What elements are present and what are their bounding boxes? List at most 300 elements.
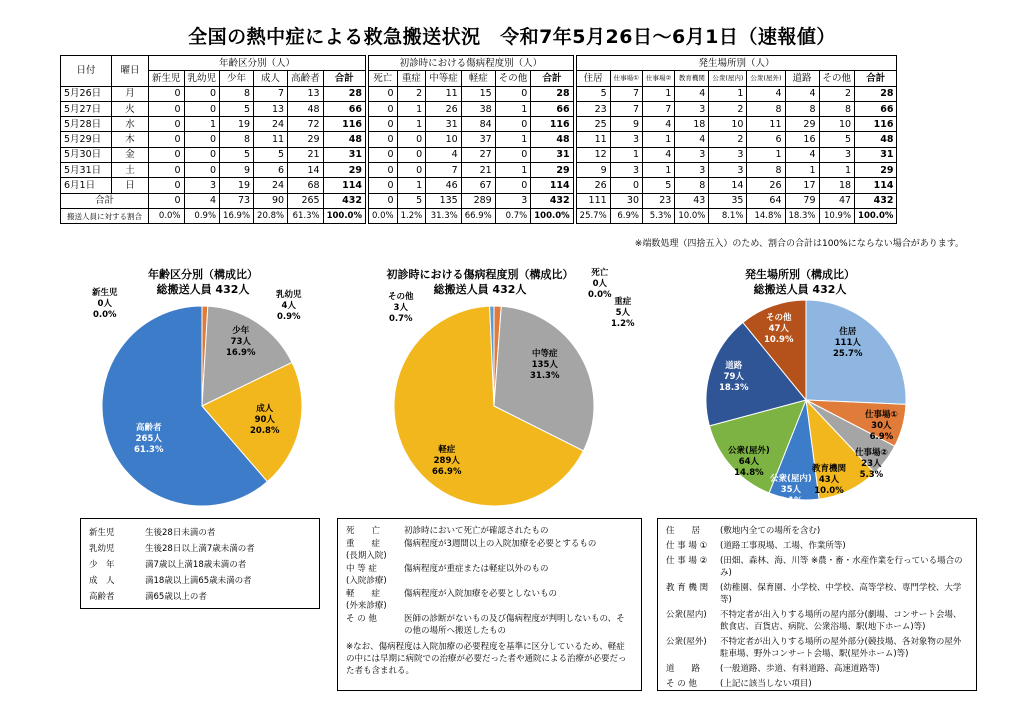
table-cell: 0 (149, 86, 185, 101)
table-row (61, 163, 897, 178)
table-cell: 0 (368, 101, 397, 116)
legend-row (89, 541, 311, 557)
col-header: 教育機関 (675, 71, 709, 86)
label-death: 死亡 0人 0.0% (588, 268, 612, 300)
table-cell: 3 (819, 147, 855, 162)
rounding-note: ※端数処理（四捨五入）のため、割合の合計は100%にならない場合があります。 (634, 239, 964, 249)
table-cell: 8 (747, 163, 785, 178)
table-row (61, 178, 897, 193)
table-cell: 6.9% (610, 208, 642, 223)
table-cell: 1 (785, 163, 819, 178)
table-cell: 8 (747, 101, 785, 116)
table-cell: 4 (785, 86, 819, 101)
col-header: 合計 (855, 71, 897, 86)
row-label: 合計 (61, 193, 149, 208)
row-date: 5月29日 (61, 132, 112, 147)
legend-term: 仕 事 場 ① (666, 541, 708, 551)
legend-term: 住 居 (666, 526, 701, 536)
severity-chart-subtitle: 総搬送人員 432人 (433, 283, 527, 296)
label-place-other: その他 47人 10.9% (764, 313, 794, 345)
legend-row (666, 540, 968, 552)
table-cell: 1 (495, 163, 531, 178)
severity-pie-chart (392, 304, 596, 508)
table-cell: 111 (576, 193, 610, 208)
label-mild: 軽症 289人 66.9% (432, 445, 462, 477)
table-cell: 25 (576, 117, 610, 132)
table-cell: 9 (576, 163, 610, 178)
table-cell: 8 (675, 178, 709, 193)
col-header: 公衆(屋外) (747, 71, 785, 86)
col-header: 成人 (254, 71, 288, 86)
table-cell: 29 (855, 163, 897, 178)
col-header: 軽症 (461, 71, 495, 86)
table-cell: 66.9% (461, 208, 495, 223)
col-header: 新生児 (149, 71, 185, 86)
table-cell: 19 (220, 178, 254, 193)
table-cell: 1 (610, 147, 642, 162)
table-cell: 29 (288, 132, 324, 147)
table-cell: 47 (819, 193, 855, 208)
table-row (61, 193, 897, 208)
legend-row (346, 613, 633, 637)
table-cell: 265 (288, 193, 324, 208)
label-severe: 重症 5人 1.2% (611, 297, 635, 329)
table-cell: 1 (397, 178, 426, 193)
label-public-outdoor: 公衆(屋外) 64人 14.8% (728, 446, 770, 478)
table-cell: 4 (643, 117, 675, 132)
table-cell: 23 (576, 101, 610, 116)
table-cell: 28 (531, 86, 573, 101)
table-cell: 1 (643, 163, 675, 178)
table-cell: 10.0% (675, 208, 709, 223)
table-cell: 3 (675, 163, 709, 178)
table-cell: 48 (531, 132, 573, 147)
col-header: 仕事場② (643, 71, 675, 86)
severity-note: ※なお、傷病程度は入院加療の必要程度を基準に区分しているため、軽症の中には早期に病院での治療が必要だった者や通院による治療が必要だった者も含まれる。 (346, 642, 627, 676)
label-sev-other: その他 3人 0.7% (388, 292, 414, 324)
col-header: その他 (495, 71, 531, 86)
legend-definition: 満18歳以上満65歳未満の者 (145, 576, 252, 586)
label-road: 道路 79人 18.3% (719, 361, 749, 393)
row-date: 5月27日 (61, 101, 112, 116)
table-cell: 432 (323, 193, 365, 208)
table-row (61, 132, 897, 147)
table-cell: 19 (220, 117, 254, 132)
table-cell: 0 (368, 117, 397, 132)
age-chart-subtitle: 総搬送人員 432人 (156, 283, 250, 296)
table-cell: 37 (461, 132, 495, 147)
table-cell: 114 (855, 178, 897, 193)
table-cell: 17 (785, 178, 819, 193)
table-cell: 0 (368, 193, 397, 208)
table-cell: 0.0% (368, 208, 397, 223)
row-date: 5月31日 (61, 163, 112, 178)
table-cell: 4 (426, 147, 462, 162)
legend-term: そ の 他 (666, 679, 697, 689)
col-header: 合計 (323, 71, 365, 86)
table-cell: 14 (709, 178, 747, 193)
col-header: 道路 (785, 71, 819, 86)
table-row (61, 117, 897, 132)
table-cell: 8 (785, 101, 819, 116)
legend-row (89, 573, 311, 589)
legend-row (89, 525, 311, 541)
place-chart-title (700, 267, 900, 297)
legend-term: 死 亡 (346, 526, 381, 536)
table-cell: 0 (495, 147, 531, 162)
table-cell: 10.9% (819, 208, 855, 223)
legend-term: そ の 他 (346, 614, 377, 624)
table-cell: 2 (709, 101, 747, 116)
group-severity-header: 初診時における傷病程度別（人） (368, 56, 573, 71)
legend-row (89, 557, 311, 573)
table-cell: 46 (426, 178, 462, 193)
table-cell: 3 (495, 193, 531, 208)
table-cell: 4 (643, 147, 675, 162)
col-header: 死亡 (368, 71, 397, 86)
table-cell: 7 (610, 86, 642, 101)
table-cell: 0 (149, 193, 185, 208)
legend-definition: 不特定者が出入りする場所の屋内部分(劇場、コンサート会場、飲食店、百貨店、病院、公衆浴場、駅(地下ホーム)等) (720, 610, 962, 632)
table-cell: 31 (426, 117, 462, 132)
table-cell: 0 (368, 163, 397, 178)
table-cell: 114 (323, 178, 365, 193)
table-cell: 0.7% (495, 208, 531, 223)
col-header: 合計 (531, 71, 573, 86)
summary-table (60, 55, 897, 224)
table-cell: 100.0% (855, 208, 897, 223)
table-cell: 2 (819, 86, 855, 101)
legend-definition: 傷病程度が重症または軽症以外のもの (404, 564, 549, 574)
table-cell: 5 (819, 132, 855, 147)
table-cell: 0 (149, 163, 185, 178)
table-cell: 0 (184, 163, 220, 178)
table-cell: 7 (254, 86, 288, 101)
table-cell: 14 (288, 163, 324, 178)
legend-definition: 満7歳以上満18歳未満の者 (145, 560, 247, 570)
col-header: 仕事場① (610, 71, 642, 86)
table-cell: 18.3% (785, 208, 819, 223)
age-chart-title-text: 年齢区分別（構成比） (148, 268, 258, 281)
label-work1: 仕事場① 30人 6.9% (865, 410, 898, 442)
table-cell: 66 (323, 101, 365, 116)
table-cell: 43 (675, 193, 709, 208)
table-cell: 64 (747, 193, 785, 208)
legend-row (666, 582, 968, 606)
table-row (61, 147, 897, 162)
row-day: 月 (112, 86, 149, 101)
table-cell: 116 (531, 117, 573, 132)
severity-legend-box (337, 518, 642, 691)
legend-row (346, 538, 633, 562)
col-header: 公衆(屋内) (709, 71, 747, 86)
table-cell: 1 (495, 101, 531, 116)
row-day: 火 (112, 101, 149, 116)
table-cell: 10 (819, 117, 855, 132)
table-cell: 2 (397, 86, 426, 101)
group-age-header: 年齢区分別（人） (149, 56, 366, 71)
table-cell: 11 (254, 132, 288, 147)
table-cell: 6 (254, 163, 288, 178)
label-adult: 成人 90人 20.8% (250, 404, 280, 436)
legend-definition: 満65歳以上の者 (145, 592, 207, 602)
table-cell: 18 (675, 117, 709, 132)
table-cell: 26 (576, 178, 610, 193)
table-cell: 1 (819, 163, 855, 178)
table-cell: 3 (184, 178, 220, 193)
table-cell: 8 (220, 132, 254, 147)
table-cell: 116 (855, 117, 897, 132)
table-cell: 48 (288, 101, 324, 116)
table-cell: 35 (709, 193, 747, 208)
table-cell: 29 (531, 163, 573, 178)
table-cell: 4 (675, 132, 709, 147)
table-cell: 29 (323, 163, 365, 178)
label-work2: 仕事場② 23人 5.3% (855, 448, 888, 480)
row-day: 木 (112, 132, 149, 147)
label-newborn: 新生児 0人 0.0% (92, 288, 118, 320)
table-cell: 79 (785, 193, 819, 208)
legend-term: 教 育 機 関 (666, 583, 709, 593)
table-cell: 7 (610, 101, 642, 116)
table-cell: 31 (855, 147, 897, 162)
place-legend-box (657, 518, 977, 691)
label-youth: 少年 73人 16.9% (226, 326, 256, 358)
table-cell: 7 (643, 101, 675, 116)
table-cell: 16 (785, 132, 819, 147)
table-cell: 27 (461, 147, 495, 162)
table-cell: 432 (855, 193, 897, 208)
table-cell: 3 (610, 163, 642, 178)
legend-term: 重 症 (長期入院) (346, 539, 387, 561)
col-header: 重症 (397, 71, 426, 86)
legend-row (89, 589, 311, 605)
table-cell: 73 (220, 193, 254, 208)
table-cell: 48 (323, 132, 365, 147)
legend-term: 成 人 (89, 576, 115, 586)
table-cell: 0.9% (184, 208, 220, 223)
table-cell: 3 (709, 147, 747, 162)
table-cell: 7 (426, 163, 462, 178)
table-cell: 10 (709, 117, 747, 132)
table-cell: 135 (426, 193, 462, 208)
table-cell: 11 (747, 117, 785, 132)
legend-definition: 初診時において死亡が確認されたもの (404, 526, 549, 536)
legend-definition: (上記に該当しない項目) (720, 679, 812, 689)
col-date: 日付 (61, 56, 112, 87)
legend-row (666, 678, 968, 690)
col-header: 住居 (576, 71, 610, 86)
table-cell: 432 (531, 193, 573, 208)
table-cell: 1 (643, 132, 675, 147)
table-cell: 5 (220, 101, 254, 116)
table-cell: 3 (610, 132, 642, 147)
table-cell: 4 (184, 193, 220, 208)
table-cell: 0 (184, 101, 220, 116)
table-cell: 100.0% (323, 208, 365, 223)
label-infant: 乳幼児 4人 0.9% (276, 290, 302, 322)
table-cell: 11 (576, 132, 610, 147)
table-cell: 5 (254, 147, 288, 162)
table-cell: 5 (643, 178, 675, 193)
row-label: 搬送人員に対する割合 (61, 208, 149, 223)
legend-term: 中 等 症 (入院診療) (346, 564, 387, 586)
label-home: 住居 111人 25.7% (833, 327, 863, 359)
legend-term: 公衆(屋外) (666, 637, 707, 647)
legend-term: 道 路 (666, 664, 701, 674)
col-header: その他 (819, 71, 855, 86)
table-cell: 26 (426, 101, 462, 116)
table-cell: 0 (149, 147, 185, 162)
legend-definition: (一般道路、歩道、有料道路、高速道路等) (720, 664, 880, 674)
table-cell: 0 (184, 147, 220, 162)
legend-row (666, 609, 968, 633)
table-cell: 1 (709, 86, 747, 101)
table-cell: 8.1% (709, 208, 747, 223)
legend-term: 軽 症 (外来診療) (346, 589, 387, 611)
table-cell: 24 (254, 178, 288, 193)
table-cell: 21 (288, 147, 324, 162)
row-day: 水 (112, 117, 149, 132)
table-cell: 0 (149, 178, 185, 193)
table-cell: 28 (323, 86, 365, 101)
row-date: 5月28日 (61, 117, 112, 132)
table-cell: 24 (254, 117, 288, 132)
col-header: 少年 (220, 71, 254, 86)
label-public-indoor: 公衆(屋内) 35人 8.1% (770, 474, 812, 506)
row-day: 日 (112, 178, 149, 193)
col-header: 中等症 (426, 71, 462, 86)
table-cell: 0 (368, 86, 397, 101)
table-cell: 3 (675, 147, 709, 162)
table-cell: 29 (785, 117, 819, 132)
table-row (61, 86, 897, 101)
legend-definition: (敷地内全ての場所を含む) (720, 526, 821, 536)
table-cell: 25.7% (576, 208, 610, 223)
table-row (61, 101, 897, 116)
table-cell: 38 (461, 101, 495, 116)
legend-definition: 生後28日未満の者 (145, 528, 216, 538)
table-cell: 0 (149, 132, 185, 147)
table-cell: 4 (747, 86, 785, 101)
table-cell: 14.8% (747, 208, 785, 223)
table-cell: 5 (397, 193, 426, 208)
table-cell: 31.3% (426, 208, 462, 223)
age-chart-title (103, 267, 303, 297)
legend-term: 仕 事 場 ② (666, 556, 708, 566)
table-cell: 3 (709, 163, 747, 178)
table-cell: 67 (461, 178, 495, 193)
table-cell: 0 (368, 178, 397, 193)
severity-chart-title-text: 初診時における傷病程度別（構成比） (386, 268, 574, 281)
table-cell: 1.2% (397, 208, 426, 223)
place-chart-subtitle: 総搬送人員 432人 (753, 283, 847, 296)
col-header: 高齢者 (288, 71, 324, 86)
table-cell: 66 (531, 101, 573, 116)
table-cell: 0 (397, 147, 426, 162)
legend-definition: 医師の診断がないもの及び傷病程度が判明しないもの、その他の場所へ搬送したもの (404, 614, 625, 636)
table-cell: 0 (397, 163, 426, 178)
age-legend-box (80, 518, 320, 609)
table-cell: 1 (495, 132, 531, 147)
group-place-header: 発生場所別（人） (576, 56, 897, 71)
col-header: 乳幼児 (184, 71, 220, 86)
table-cell: 1 (747, 147, 785, 162)
table-cell: 0 (149, 101, 185, 116)
table-cell: 28 (855, 86, 897, 101)
table-cell: 0 (184, 132, 220, 147)
table-cell: 31 (531, 147, 573, 162)
table-cell: 9 (610, 117, 642, 132)
legend-term: 公衆(屋内) (666, 610, 707, 620)
legend-definition: (道路工事現場、工場、作業所等) (720, 541, 846, 551)
legend-row (346, 588, 633, 612)
legend-term: 高齢者 (89, 592, 115, 602)
table-cell: 6 (747, 132, 785, 147)
table-cell: 90 (254, 193, 288, 208)
table-cell: 5 (220, 147, 254, 162)
table-cell: 8 (220, 86, 254, 101)
place-chart-title-text: 発生場所別（構成比） (745, 268, 855, 281)
table-cell: 23 (643, 193, 675, 208)
table-cell: 84 (461, 117, 495, 132)
legend-row (666, 663, 968, 675)
table-cell: 1 (397, 101, 426, 116)
table-cell: 0 (495, 117, 531, 132)
table-cell: 1 (643, 86, 675, 101)
table-cell: 12 (576, 147, 610, 162)
label-elderly: 高齢者 265人 61.3% (134, 423, 164, 455)
table-cell: 9 (220, 163, 254, 178)
table-cell: 66 (855, 101, 897, 116)
row-date: 5月26日 (61, 86, 112, 101)
page-title: 全国の熱中症による救急搬送状況 令和7年5月26日～6月1日（速報値） (188, 26, 836, 48)
table-cell: 1 (184, 117, 220, 132)
table-cell: 48 (855, 132, 897, 147)
table-cell: 0 (368, 147, 397, 162)
legend-definition: (田畑、森林、海、川等 ※農・畜・水産作業を行っている場合のみ) (720, 556, 963, 578)
col-day: 曜日 (112, 56, 149, 87)
table-cell: 1 (397, 117, 426, 132)
row-date: 6月1日 (61, 178, 112, 193)
row-day: 金 (112, 147, 149, 162)
legend-definition: 傷病程度が3週間以上の入院加療を必要とするもの (404, 539, 597, 549)
table-cell: 0 (184, 86, 220, 101)
table-cell: 68 (288, 178, 324, 193)
table-row (61, 208, 897, 223)
legend-term: 少 年 (89, 560, 115, 570)
table-cell: 2 (709, 132, 747, 147)
legend-row (666, 525, 968, 537)
legend-definition: 生後28日以上満7歳未満の者 (145, 544, 255, 554)
table-cell: 16.9% (220, 208, 254, 223)
table-cell: 0 (149, 117, 185, 132)
table-cell: 0 (495, 86, 531, 101)
table-cell: 116 (323, 117, 365, 132)
legend-definition: 不特定者が出入りする場所の屋外部分(競技場、各対象物の屋外駐車場、野外コンサート会場、駅(屋外ホーム)等) (720, 637, 962, 659)
legend-definition: 傷病程度が入院加療を必要としないもの (404, 589, 558, 599)
table-cell: 72 (288, 117, 324, 132)
legend-definition: (幼稚園、保育園、小学校、中学校、高等学校、専門学校、大学等) (720, 583, 962, 605)
table-cell: 3 (675, 101, 709, 116)
table-cell: 20.8% (254, 208, 288, 223)
legend-row (666, 555, 968, 579)
table-cell: 15 (461, 86, 495, 101)
row-date: 5月30日 (61, 147, 112, 162)
table-cell: 0 (610, 178, 642, 193)
table-cell: 0 (368, 132, 397, 147)
table-cell: 0 (495, 178, 531, 193)
